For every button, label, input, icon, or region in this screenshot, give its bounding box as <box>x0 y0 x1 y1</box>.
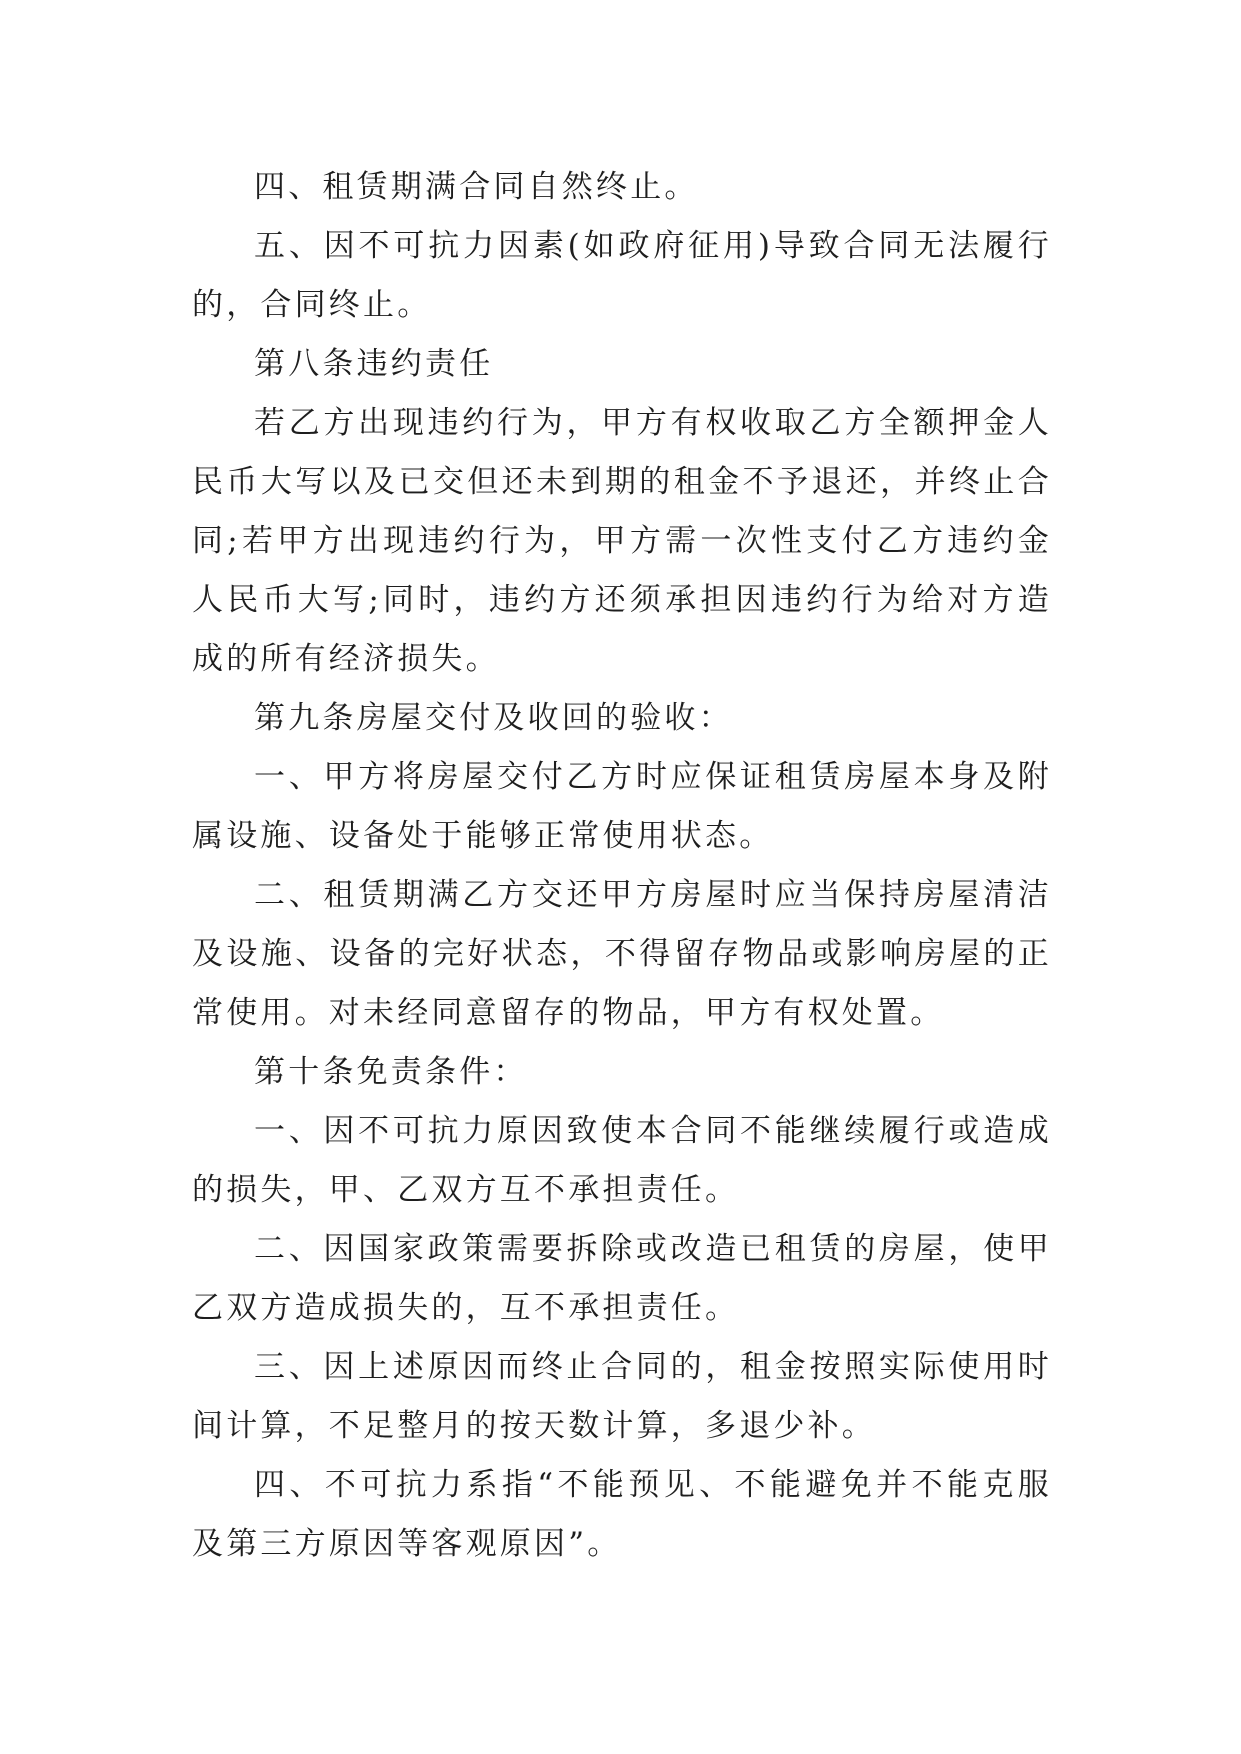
paragraph-force-majeure-termination: 五、因不可抗力因素(如政府征用)导致合同无法履行的，合同终止。 <box>192 228 1052 323</box>
paragraph-exemption-2: 二、因国家政策需要拆除或改造已租赁的房屋，使甲乙双方造成损失的，互不承担责任。 <box>192 1231 1052 1326</box>
paragraph-lease-expiry: 四、租赁期满合同自然终止。 <box>254 169 699 205</box>
document-body <box>192 158 1052 1574</box>
paragraph-delivery-inspection: 一、甲方将房屋交付乙方时应保证租赁房屋本身及附属设施、设备处于能够正常使用状态。 <box>192 759 1052 854</box>
paragraph-breach-liability: 若乙方出现违约行为，甲方有权收取乙方全额押金人民币大写以及已交但还未到期的租金不予退还，并终止合同;若甲方出现违约行为，甲方需一次性支付乙方违约金人民币大写;同时，违约方还须承担因违约行为给对方造成的所有经济损失。 <box>192 405 1052 677</box>
paragraph-exemption-3: 三、因上述原因而终止合同的，租金按照实际使用时间计算，不足整月的按天数计算，多退少补。 <box>192 1349 1052 1444</box>
heading-article-9: 第九条房屋交付及收回的验收： <box>254 700 733 736</box>
heading-article-10: 第十条免责条件： <box>254 1054 528 1090</box>
paragraph-return-inspection: 二、租赁期满乙方交还甲方房屋时应当保持房屋清洁及设施、设备的完好状态，不得留存物品或影响房屋的正常使用。对未经同意留存的物品，甲方有权处置。 <box>192 877 1052 1031</box>
heading-article-8: 第八条违约责任 <box>254 346 494 382</box>
paragraph-exemption-1: 一、因不可抗力原因致使本合同不能继续履行或造成的损失，甲、乙双方互不承担责任。 <box>192 1113 1052 1208</box>
paragraph-exemption-4: 四、不可抗力系指“不能预见、不能避免并不能克服及第三方原因等客观原因”。 <box>192 1467 1052 1562</box>
